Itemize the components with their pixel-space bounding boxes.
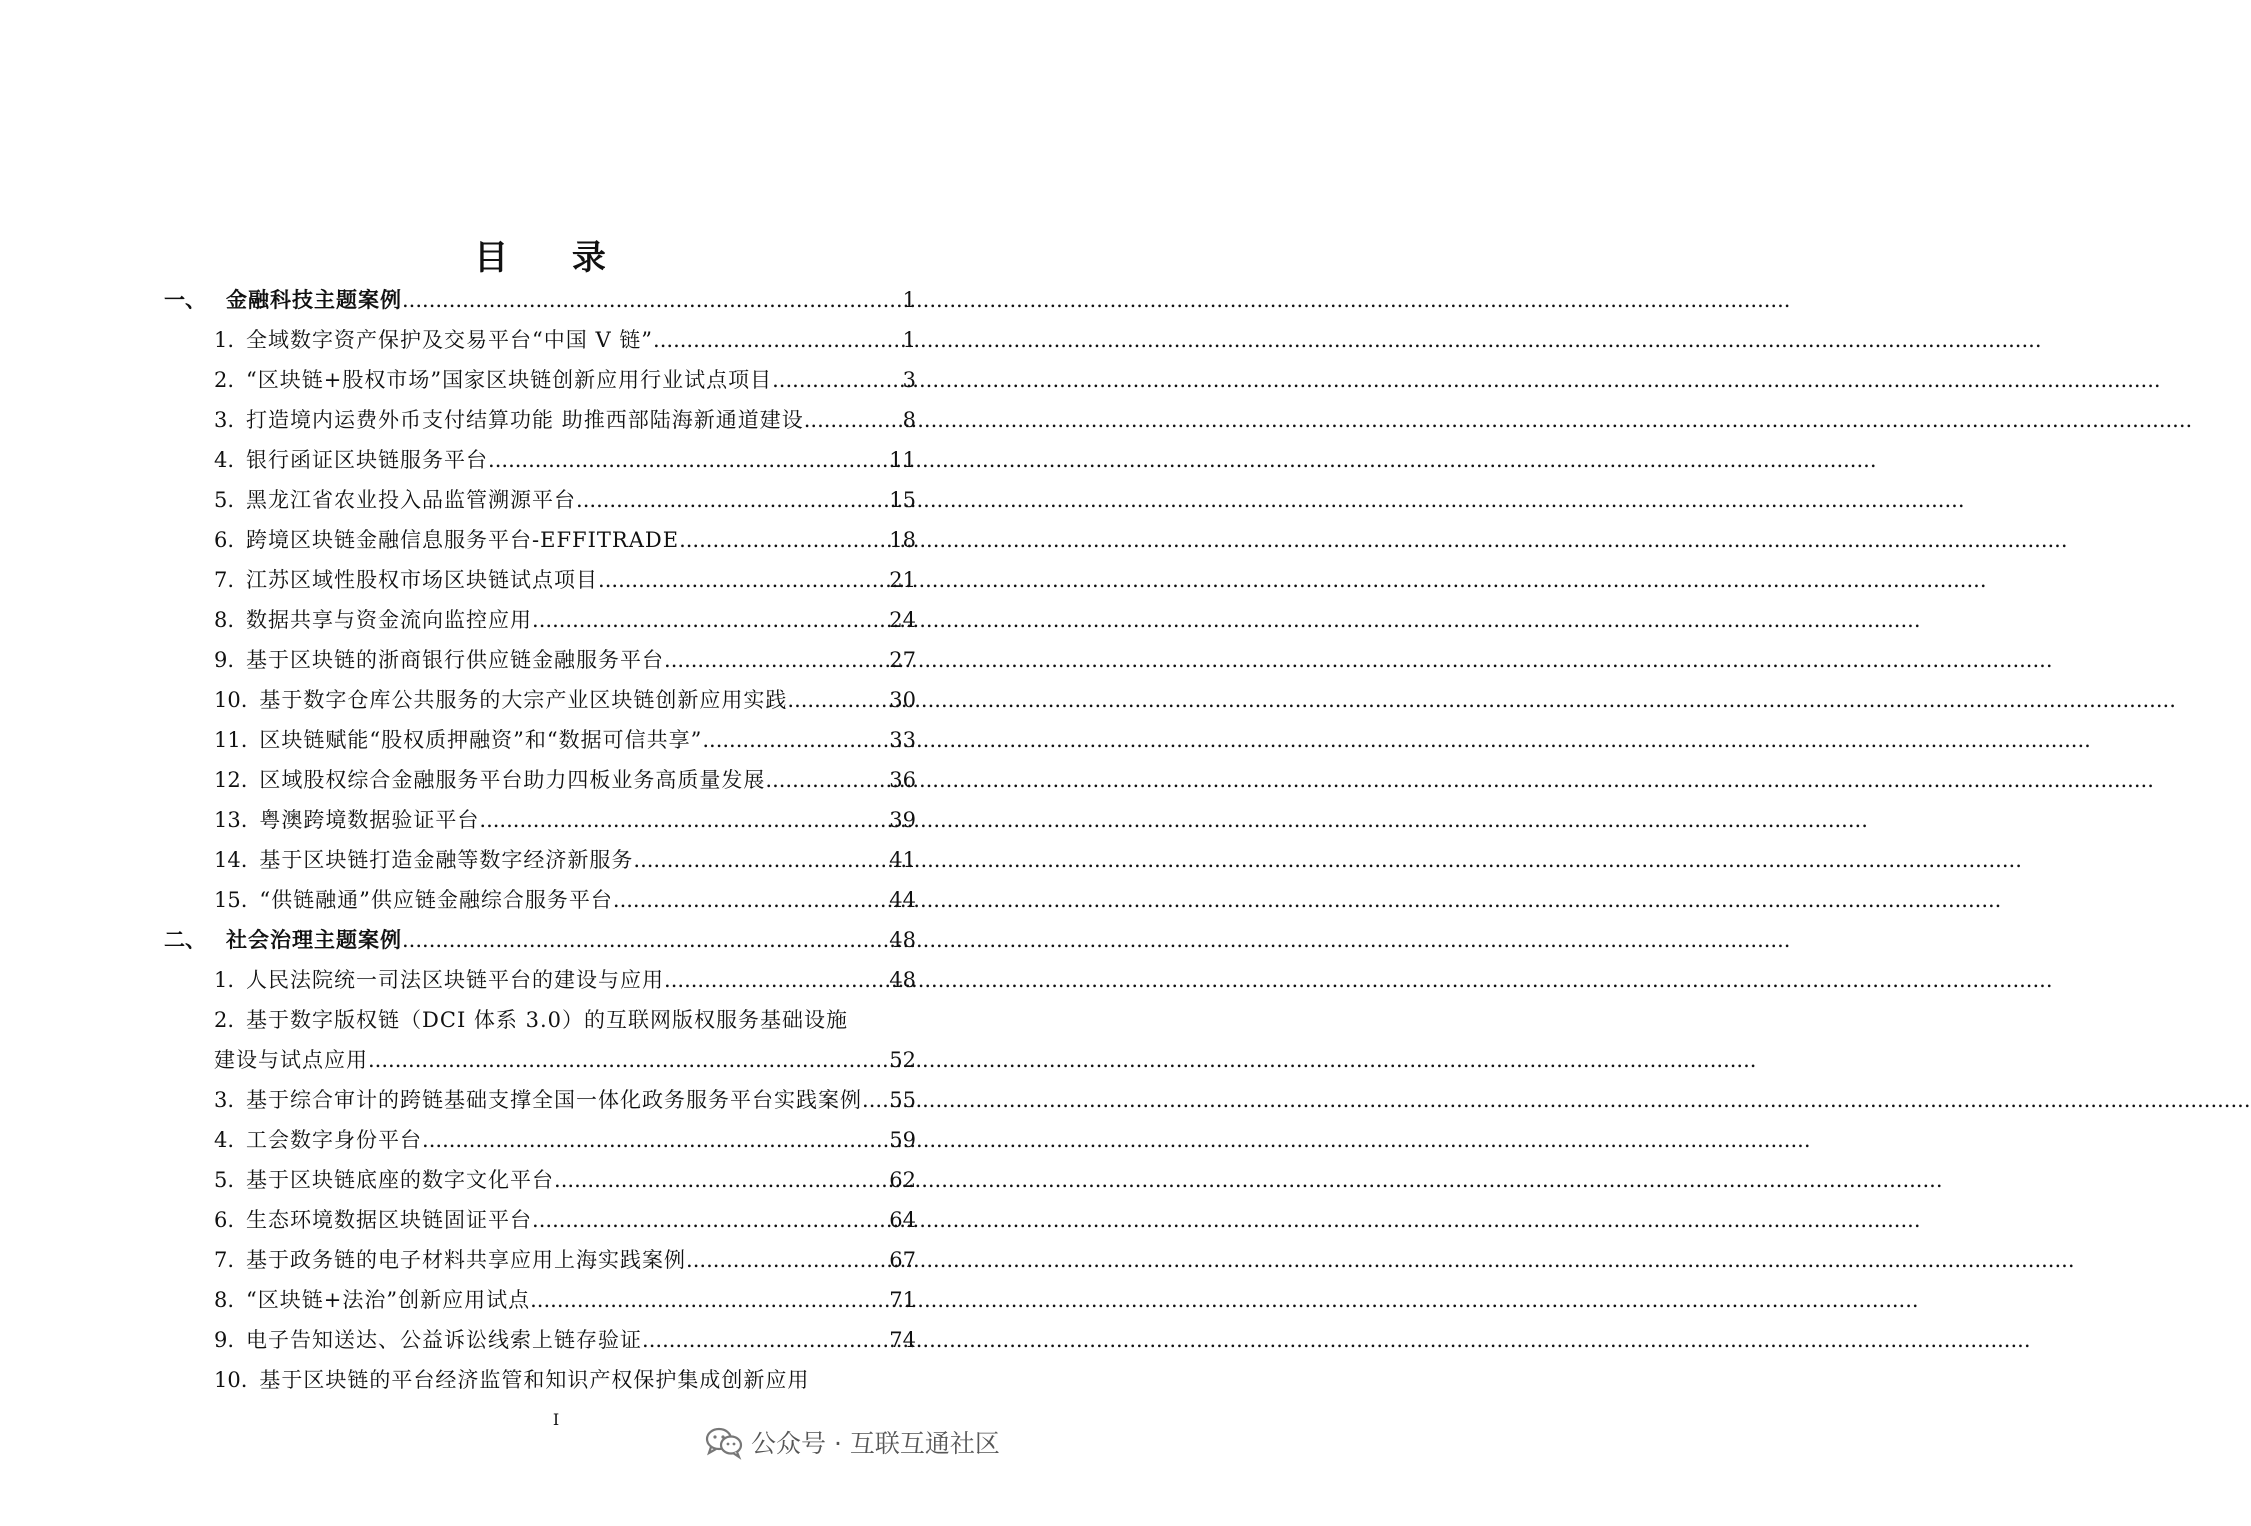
- toc-entry-page: 74: [889, 1328, 916, 1352]
- toc-entry-number: 1.: [214, 968, 235, 992]
- toc-entry-continuation: [214, 1040, 916, 1080]
- toc-entry-page: 59: [889, 1128, 916, 1152]
- toc-title: 目 录: [474, 238, 632, 278]
- toc-entry: [214, 400, 916, 440]
- toc-entry-title: 基于数字仓库公共服务的大宗产业区块链创新应用实践: [259, 688, 788, 712]
- toc-entry: [214, 1120, 916, 1160]
- toc-entry: [214, 560, 916, 600]
- toc-entry: [214, 1160, 916, 1200]
- toc-entry-page: 36: [889, 768, 916, 792]
- toc-entry-title: 基于区块链底座的数字文化平台: [246, 1168, 555, 1192]
- toc-leader-dots: [402, 280, 903, 320]
- toc-entry-number: 9.: [214, 648, 235, 672]
- toc-entry-title: 社会治理主题案例: [226, 927, 402, 952]
- toc-entry-page: 48: [889, 968, 916, 992]
- toc-entry: [214, 520, 916, 560]
- toc-entry-title: 黑龙江省农业投入品监管溯源平台: [246, 488, 577, 512]
- wechat-icon: [705, 1426, 743, 1458]
- toc-entry-number: 一、: [164, 287, 206, 312]
- toc-leader-dots: [368, 1040, 889, 1080]
- toc-leader-dots: [479, 800, 889, 840]
- toc-entry-title: 工会数字身份平台: [246, 1128, 423, 1152]
- toc-leader-dots: [554, 1160, 889, 1200]
- toc-section: [164, 280, 916, 320]
- toc-entry: [214, 640, 916, 680]
- toc-entry-number: 9.: [214, 1328, 235, 1352]
- toc-entry-page: 33: [889, 728, 916, 752]
- toc-leader-dots: [576, 480, 889, 520]
- toc-leader-dots: [679, 520, 889, 560]
- toc-leader-dots: [664, 960, 889, 1000]
- page-number: I: [552, 1410, 560, 1429]
- toc-entry-page: 55: [889, 1088, 916, 1112]
- toc-entry: [214, 1080, 916, 1120]
- toc-section: [164, 920, 916, 960]
- toc-leader-dots: [702, 720, 889, 760]
- toc-entry-page: 11: [889, 448, 916, 472]
- toc-entry-number: 5.: [214, 1168, 235, 1192]
- toc-entry: [214, 680, 916, 720]
- toc-entry-title-continued: 建设与试点应用: [214, 1048, 368, 1072]
- toc-entry-page: 27: [889, 648, 916, 672]
- toc-entry-page: 62: [889, 1168, 916, 1192]
- toc-entry-number: 7.: [214, 1248, 235, 1272]
- toc-entry: [214, 600, 916, 640]
- toc-entry-title: 银行函证区块链服务平台: [246, 448, 489, 472]
- watermark-text: 公众号 · 互联互通社区: [751, 1429, 1000, 1458]
- toc-entry: [214, 1280, 916, 1320]
- toc-leader-dots: [422, 1120, 889, 1160]
- toc-entry-number: 7.: [214, 568, 235, 592]
- toc-entry: [214, 760, 916, 800]
- toc-entry-number: 3.: [214, 408, 235, 432]
- toc-entry-title: 全域数字资产保护及交易平台“中国 V 链”: [246, 328, 654, 352]
- toc-entry-title: 数据共享与资金流向监控应用: [246, 608, 533, 632]
- toc-entry-title: “供链融通”供应链金融综合服务平台: [259, 888, 613, 912]
- toc-leader-dots: [613, 880, 889, 920]
- toc-entry-number: 14.: [214, 848, 248, 872]
- toc-entry: [214, 1240, 916, 1280]
- toc-leader-dots: [653, 320, 903, 360]
- toc-entry-title: 金融科技主题案例: [226, 287, 402, 312]
- toc-entry: [214, 320, 916, 360]
- toc-entry-page: 15: [889, 488, 916, 512]
- toc-entry-title: 基于数字版权链（DCI 体系 3.0）的互联网版权服务基础设施: [246, 1008, 848, 1032]
- toc-entry-title: 生态环境数据区块链固证平台: [246, 1208, 533, 1232]
- toc-entry-title: 粤澳跨境数据验证平台: [259, 808, 480, 832]
- toc-leader-dots: [787, 680, 889, 720]
- toc-entry-title: 基于区块链的浙商银行供应链金融服务平台: [246, 648, 665, 672]
- toc-entry-page: 1: [902, 288, 916, 312]
- toc-leader-dots: [532, 600, 889, 640]
- toc-entry-number: 10.: [214, 1368, 248, 1392]
- toc-entry-title: 基于综合审计的跨链基础支撑全国一体化政务服务平台实践案例: [246, 1088, 863, 1112]
- toc-entry: [214, 440, 916, 480]
- toc-entry-title: 区域股权综合金融服务平台助力四板业务高质量发展: [259, 768, 766, 792]
- toc-entry-title: 基于区块链打造金融等数字经济新服务: [259, 848, 634, 872]
- toc-entry-title: 电子告知送达、公益诉讼线索上链存验证: [246, 1328, 643, 1352]
- toc-entry-number: 8.: [214, 608, 235, 632]
- toc-entry-number: 2.: [214, 1008, 235, 1032]
- toc-entry-number: 4.: [214, 1128, 235, 1152]
- toc-entry: [214, 480, 916, 520]
- toc-entry-page: 30: [889, 688, 916, 712]
- toc-entry-title: 基于区块链的平台经济监管和知识产权保护集成创新应用: [259, 1368, 810, 1392]
- toc-leader-dots: [686, 1240, 889, 1280]
- toc-entry: [214, 360, 916, 400]
- toc-leader-dots: [530, 1280, 889, 1320]
- toc-entry-number: 6.: [214, 1208, 235, 1232]
- toc-entry: [214, 720, 916, 760]
- toc-entry-title: 基于政务链的电子材料共享应用上海实践案例: [246, 1248, 687, 1272]
- toc-entry: [214, 880, 916, 920]
- toc-entry-number: 5.: [214, 488, 235, 512]
- toc-entry: [214, 1320, 916, 1360]
- toc-entry: [214, 800, 916, 840]
- toc-entry-title: 人民法院统一司法区块链平台的建设与应用: [246, 968, 665, 992]
- toc-entry-number: 12.: [214, 768, 248, 792]
- toc-entry: [214, 1360, 916, 1400]
- toc-entry: [214, 1200, 916, 1240]
- toc-entry: [214, 840, 916, 880]
- toc-entry-number: 6.: [214, 528, 235, 552]
- toc-entry-page: 52: [889, 1048, 916, 1072]
- toc-entry-page: 18: [889, 528, 916, 552]
- toc-entry-title: “区块链+法治”创新应用试点: [246, 1288, 531, 1312]
- toc-leader-dots: [765, 760, 889, 800]
- toc-entry-title: “区块链+股权市场”国家区块链创新应用行业试点项目: [246, 368, 773, 392]
- toc-leader-dots: [532, 1200, 889, 1240]
- toc-leader-dots: [664, 640, 889, 680]
- toc-entry-title: 跨境区块链金融信息服务平台-EFFITRADE: [246, 528, 680, 552]
- toc-leader-dots: [633, 840, 889, 880]
- toc-entry: [214, 1000, 916, 1040]
- toc-entry-page: 39: [889, 808, 916, 832]
- toc-leader-dots: [598, 560, 889, 600]
- watermark: [705, 1424, 1000, 1460]
- toc-leader-dots: [862, 1080, 889, 1120]
- toc-entry-number: 2.: [214, 368, 235, 392]
- toc-entry-number: 10.: [214, 688, 248, 712]
- toc-entry-number: 二、: [164, 927, 206, 952]
- toc-entry-page: 8: [902, 408, 916, 432]
- toc-entry: [214, 960, 916, 1000]
- toc-entry-page: 67: [889, 1248, 916, 1272]
- toc-entry-page: 24: [889, 608, 916, 632]
- toc-entry-number: 3.: [214, 1088, 235, 1112]
- toc-entry-number: 4.: [214, 448, 235, 472]
- toc-entry-number: 1.: [214, 328, 235, 352]
- toc-leader-dots: [804, 400, 903, 440]
- toc-entry-number: 15.: [214, 888, 248, 912]
- toc-entry-number: 11.: [214, 728, 248, 752]
- toc-leader-dots: [642, 1320, 889, 1360]
- toc-leader-dots: [772, 360, 903, 400]
- toc-entry-page: 44: [889, 888, 916, 912]
- toc-entry-page: 3: [902, 368, 916, 392]
- toc-leader-dots: [488, 440, 889, 480]
- toc-entry-number: 13.: [214, 808, 248, 832]
- toc-entry-page: 48: [889, 928, 916, 952]
- toc-entry-number: 8.: [214, 1288, 235, 1312]
- toc-entry-page: 41: [889, 848, 916, 872]
- toc-entry-page: 21: [889, 568, 916, 592]
- toc-entry-page: 64: [889, 1208, 916, 1232]
- toc-entry-page: 71: [889, 1288, 916, 1312]
- toc-leader-dots: [402, 920, 889, 960]
- toc-entry-page: 1: [902, 328, 916, 352]
- toc-entry-title: 江苏区域性股权市场区块链试点项目: [246, 568, 599, 592]
- toc-entry-title: 区块链赋能“股权质押融资”和“数据可信共享”: [259, 728, 703, 752]
- toc-entry-title: 打造境内运费外币支付结算功能 助推西部陆海新通道建设: [246, 408, 804, 432]
